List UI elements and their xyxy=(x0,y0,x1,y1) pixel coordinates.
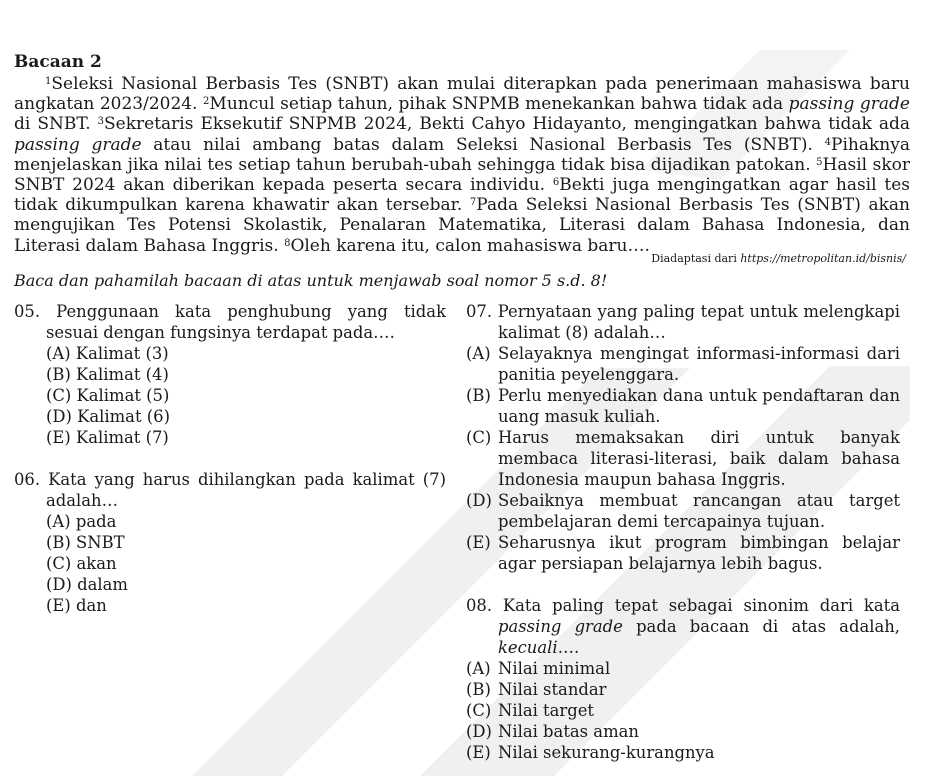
question-07-option-b[interactable] xyxy=(466,385,900,427)
option-label: (D) xyxy=(466,722,492,741)
sentence-text: passing grade xyxy=(788,94,910,115)
source-credit xyxy=(651,252,906,265)
sentence-number: 7 xyxy=(469,197,477,209)
option-label: (B) xyxy=(466,680,491,699)
option-label: (C) xyxy=(466,428,492,447)
passage-text xyxy=(14,74,910,256)
option-text: Sebaiknya membuat rancangan atau target pembelajaran demi tercapainya tujuan. xyxy=(498,491,900,531)
question-06-text: 06. Kata yang harus dihilangkan pada kalimat (7) adalah… xyxy=(14,470,446,510)
option-text: Harus memaksakan diri untuk banyak membaca literasi-literasi, baik dalam bahasa Indonesia maupun bahasa Inggris. xyxy=(498,428,900,489)
question-06-option-c[interactable]: (C) akan xyxy=(46,554,117,573)
source-url: https://metropolitan.id/bisnis/ xyxy=(740,252,906,265)
question-05 xyxy=(14,301,446,448)
option-label: (E) xyxy=(466,533,491,552)
question-07-option-e[interactable] xyxy=(466,532,900,574)
option-text: Perlu menyediakan dana untuk pendaftaran dan uang masuk kuliah. xyxy=(498,386,900,426)
question-08-option-e[interactable] xyxy=(466,742,900,763)
question-07-option-c[interactable] xyxy=(466,427,900,490)
question-08-option-c[interactable] xyxy=(466,700,900,721)
option-text: Seharusnya ikut program bimbingan belajar agar persiapan belajarnya lebih bagus. xyxy=(498,533,900,573)
option-text: Selayaknya mengingat informasi-informasi dari panitia peyelenggara. xyxy=(498,344,900,384)
sentence-text: atau nilai ambang batas dalam Seleksi Nasional Berbasis Tes (SNBT). xyxy=(141,134,825,155)
question-05-option-a[interactable]: (A) Kalimat (3) xyxy=(46,344,169,363)
option-label: (B) xyxy=(466,386,491,405)
sentence-number: 6 xyxy=(552,177,560,189)
option-text: Nilai standar xyxy=(498,680,607,699)
sentence-text: Oleh karena itu, calon mahasiswa baru…. xyxy=(290,235,650,256)
option-label: (A) xyxy=(466,659,491,678)
option-text: Nilai sekurang-kurangnya xyxy=(498,743,715,762)
passage-title: Bacaan 2 xyxy=(14,52,102,72)
sentence-text: Sekretaris Eksekutif SNPMB 2024, Bekti Cahyo Hidayanto, mengingatkan bahwa tidak ada xyxy=(104,114,910,135)
question-05-option-d[interactable]: (D) Kalimat (6) xyxy=(46,407,170,426)
sentence-number: 4 xyxy=(824,136,832,148)
question-07 xyxy=(466,301,900,574)
option-label: (C) xyxy=(466,701,492,720)
sentence-number: 8 xyxy=(284,237,291,249)
source-prefix: Diadaptasi dari xyxy=(651,252,741,265)
question-06-option-e[interactable]: (E) dan xyxy=(46,596,107,615)
sentence-text: Muncul setiap tahun, pihak SNPMB menekankan bahwa tidak ada xyxy=(209,94,789,115)
question-05-option-b[interactable]: (B) Kalimat (4) xyxy=(46,365,169,384)
sentence-number: 1 xyxy=(45,76,52,87)
sentence-text: Pada Seleksi Nasional Berbasis Tes (SNBT) akan mengujikan Tes Potensi Skolastik, Penalaran Matematika, Literasi dalam Bahasa Indonesia, dan Literasi dalam Bahasa Inggris. xyxy=(14,195,910,256)
question-05-option-c[interactable]: (C) Kalimat (5) xyxy=(46,386,170,405)
question-05-text: 05. Penggunaan kata penghubung yang tidak sesuai dengan fungsinya terdapat pada…. xyxy=(14,302,446,342)
sentence-number: 2 xyxy=(203,96,210,108)
question-08-text: 08. Kata paling tepat sebagai sinonim dari kata passing grade pada bacaan di atas adalah, kecuali…. xyxy=(466,596,900,657)
option-label: (A) xyxy=(466,344,491,363)
question-08 xyxy=(466,595,900,763)
question-07-option-a[interactable] xyxy=(466,343,900,385)
question-08-option-b[interactable] xyxy=(466,679,900,700)
right-column xyxy=(466,301,900,763)
sentence-text: di SNBT. xyxy=(14,114,98,135)
sentence-text: Hasil skor SNBT 2024 akan diberikan kepada peserta secara individu. xyxy=(14,154,910,196)
option-text: Nilai minimal xyxy=(498,659,611,678)
option-text: Nilai target xyxy=(498,701,595,720)
option-text: Nilai batas aman xyxy=(498,722,639,741)
question-07-option-d[interactable] xyxy=(466,490,900,532)
option-label: (E) xyxy=(466,743,491,762)
left-column xyxy=(14,301,446,616)
question-08-option-d[interactable] xyxy=(466,721,900,742)
sentence-text: Seleksi Nasional Berbasis Tes (SNBT) akan mulai diterapkan pada penerimaan mahasiswa baru angkatan 2023/2024. xyxy=(14,74,910,115)
instruction-text: Baca dan pahamilah bacaan di atas untuk menjawab soal nomor 5 s.d. 8! xyxy=(14,271,608,290)
sentence-text: Pihaknya menjelaskan jika nilai tes setiap tahun berubah-ubah sehingga tidak bisa dijadikan patokan. xyxy=(14,134,910,175)
question-06-option-b[interactable]: (B) SNBT xyxy=(46,533,125,552)
question-05-option-e[interactable]: (E) Kalimat (7) xyxy=(46,428,169,447)
sentence-number: 3 xyxy=(97,116,104,128)
question-06-option-a[interactable]: (A) pada xyxy=(46,512,117,531)
question-06-option-d[interactable]: (D) dalam xyxy=(46,575,128,594)
question-08-option-a[interactable] xyxy=(466,658,900,679)
question-07-text: 07. Pernyataan yang paling tepat untuk melengkapi kalimat (8) adalah… xyxy=(466,302,900,342)
question-06 xyxy=(14,469,446,616)
sentence-number: 5 xyxy=(816,156,823,168)
option-label: (D) xyxy=(466,491,492,510)
sentence-text: passing grade xyxy=(14,134,142,155)
sentence-text: Bekti juga mengingatkan agar hasil tes tidak dikumpulkan karena khawatir akan tersebar. xyxy=(14,175,911,216)
